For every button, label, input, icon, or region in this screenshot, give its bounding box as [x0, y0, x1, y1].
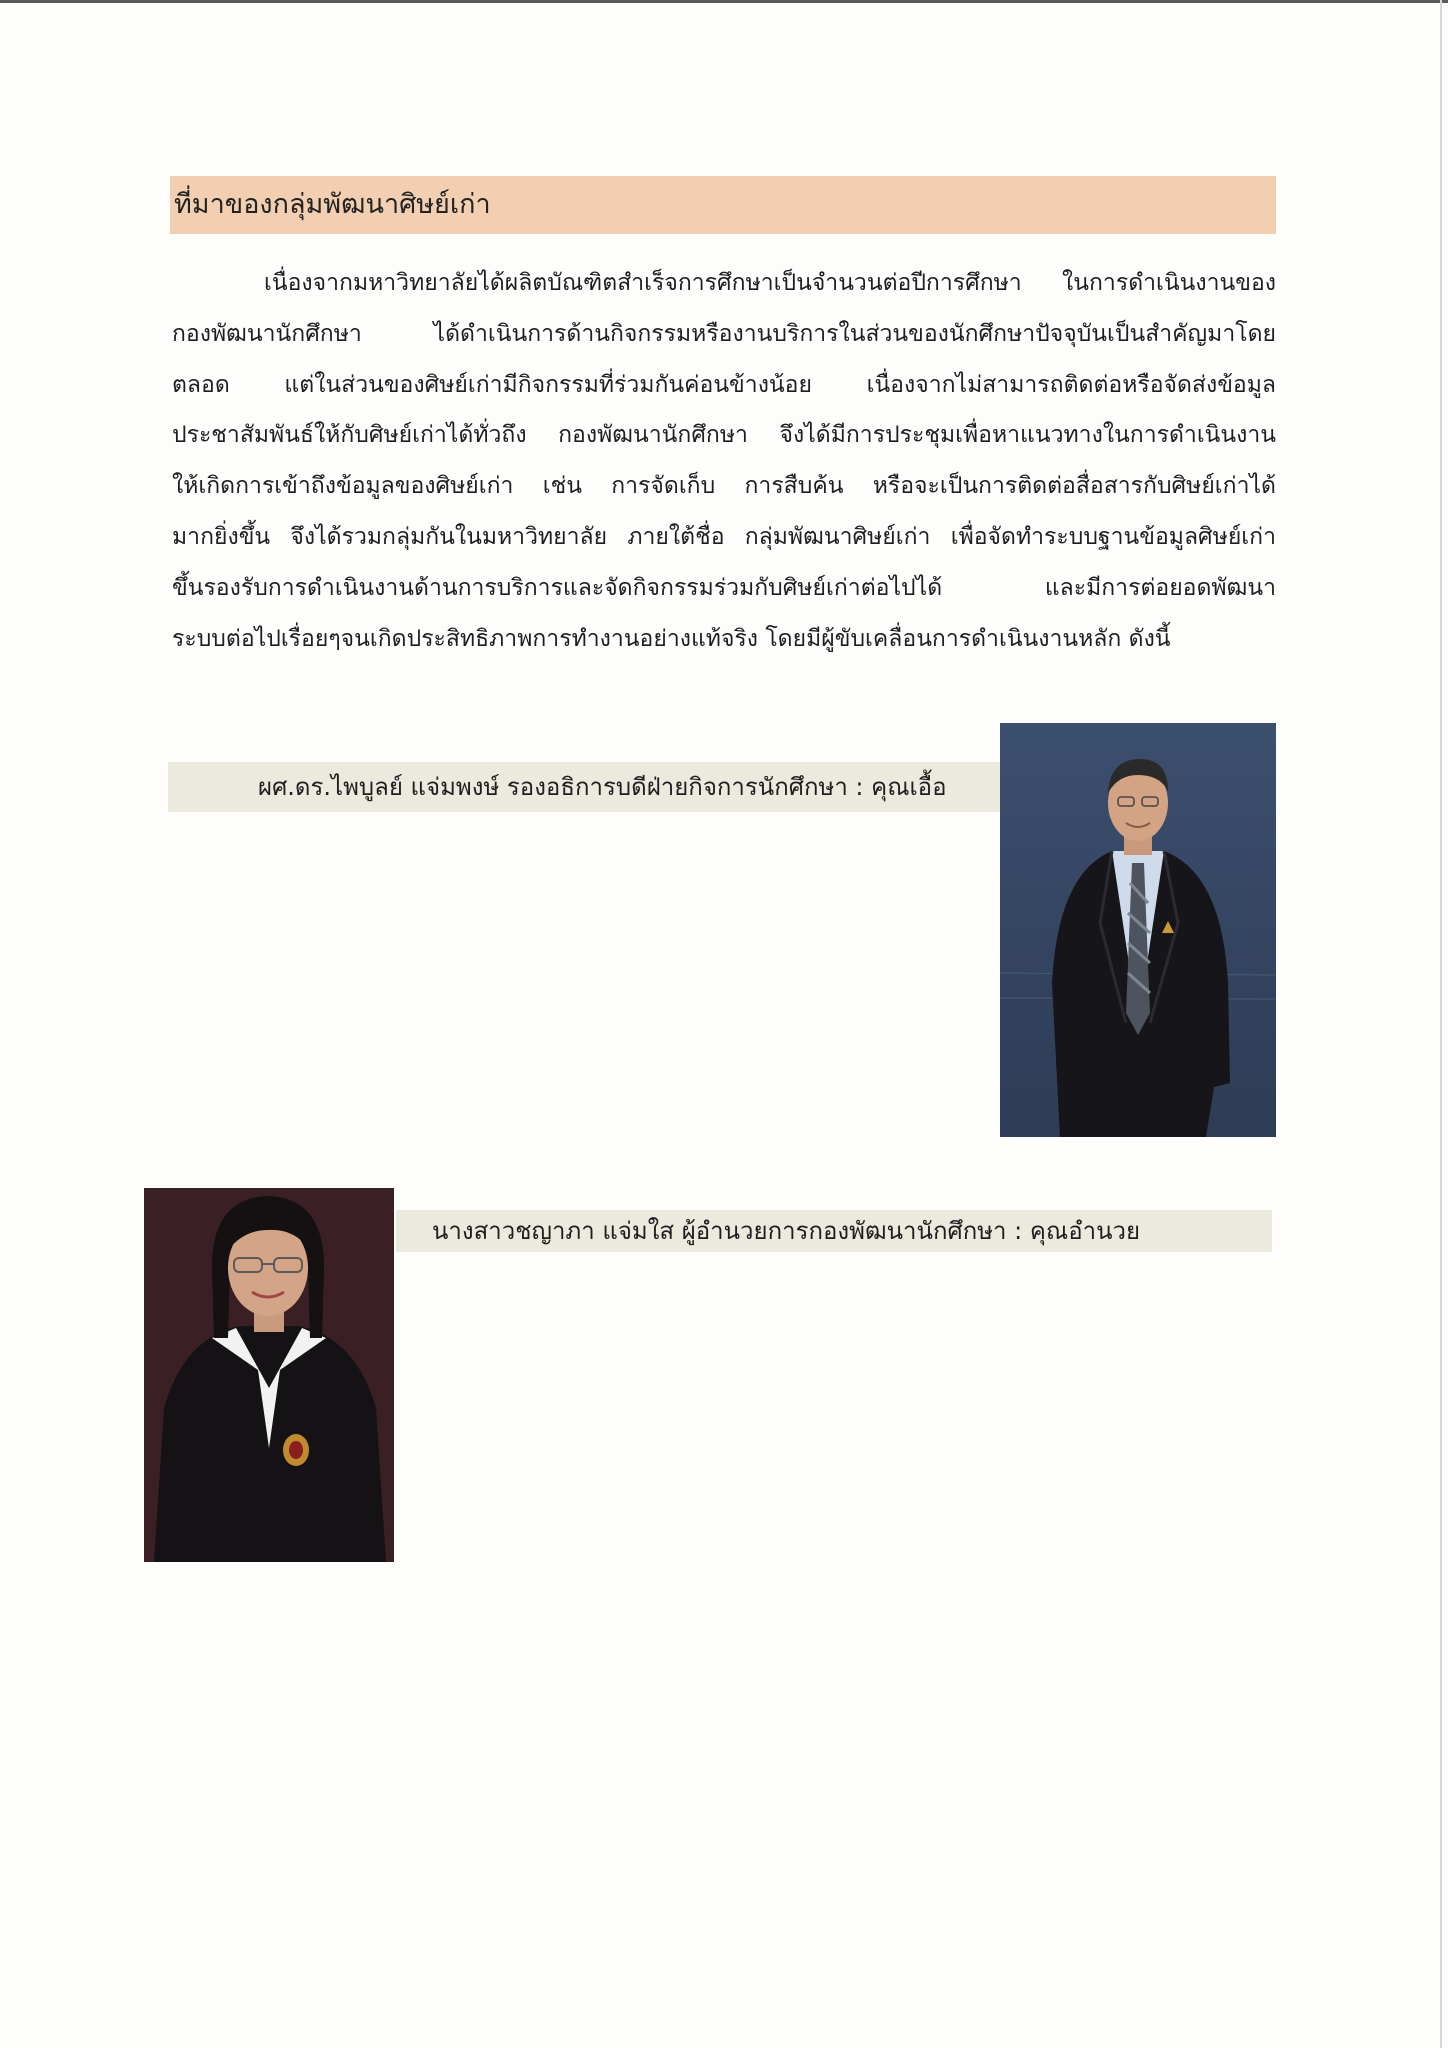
section-title: ที่มาของกลุ่มพัฒนาศิษย์เก่า: [174, 189, 491, 220]
paragraph-line: ให้เกิดการเข้าถึงข้อมูลของศิษย์เก่า เช่น การจัดเก็บ การสืบค้น หรือจะเป็นการติดต่อสื่อสารกับศิษย์เก่าได้: [172, 473, 1276, 500]
paragraph-line: กองพัฒนานักศึกษา ได้ดำเนินการด้านกิจกรรมหรืองานบริการในส่วนของนักศึกษาปัจจุบันเป็นสำคัญมาโดย: [172, 320, 1276, 347]
paragraph-line: เนื่องจากมหาวิทยาลัยได้ผลิตบัณฑิตสำเร็จการศึกษาเป็นจำนวนต่อปีการศึกษา ในการดำเนินงานของ: [264, 270, 1276, 296]
paragraph-line: ประชาสัมพันธ์ให้กับศิษย์เก่าได้ทั่วถึง กองพัฒนานักศึกษา จึงได้มีการประชุมเพื่อหาแนวทางในการดำเนินงาน: [172, 422, 1276, 449]
scan-edge-top: [0, 0, 1448, 3]
paragraph-line: มากยิ่งขึ้น จึงได้รวมกลุ่มกันในมหาวิทยาลัย ภายใต้ชื่อ กลุ่มพัฒนาศิษย์เก่า เพื่อจัดทำระบบฐานข้อมูลศิษย์เก่า: [172, 523, 1276, 550]
scan-edge-right: [1440, 0, 1442, 2048]
person-2-photo: [144, 1188, 394, 1562]
paragraph-line: ระบบต่อไปเรื่อยๆจนเกิดประสิทธิภาพการทำงานอย่างแท้จริง โดยมีผู้ขับเคลื่อนการดำเนินงานหลัก ดังนี้: [172, 625, 1171, 652]
person-2-caption: นางสาวชญาภา แจ่มใส ผู้อำนวยการกองพัฒนานักศึกษา : คุณอำนวย: [432, 1217, 1141, 1245]
person-1-caption-bar: [168, 762, 1000, 812]
intro-paragraph: [172, 258, 1276, 664]
paragraph-line: ขึ้นรองรับการดำเนินงานด้านการบริการและจัดกิจกรรมร่วมกับศิษย์เก่าต่อไปได้ และมีการต่อยอดพัฒนา: [172, 574, 1276, 601]
person-1-caption: ผศ.ดร.ไพบูลย์ แจ่มพงษ์ รองอธิการบดีฝ่ายกิจการนักศึกษา : คุณเอื้อ: [258, 773, 947, 801]
person-2-caption-bar: [396, 1210, 1272, 1252]
person-1-photo: [1000, 723, 1276, 1137]
section-heading-bar: [170, 176, 1276, 234]
paragraph-line: ตลอด แต่ในส่วนของศิษย์เก่ามีกิจกรรมที่ร่วมกันค่อนข้างน้อย เนื่องจากไม่สามารถติดต่อหรือจัดส่งข้อมูล: [172, 371, 1276, 398]
